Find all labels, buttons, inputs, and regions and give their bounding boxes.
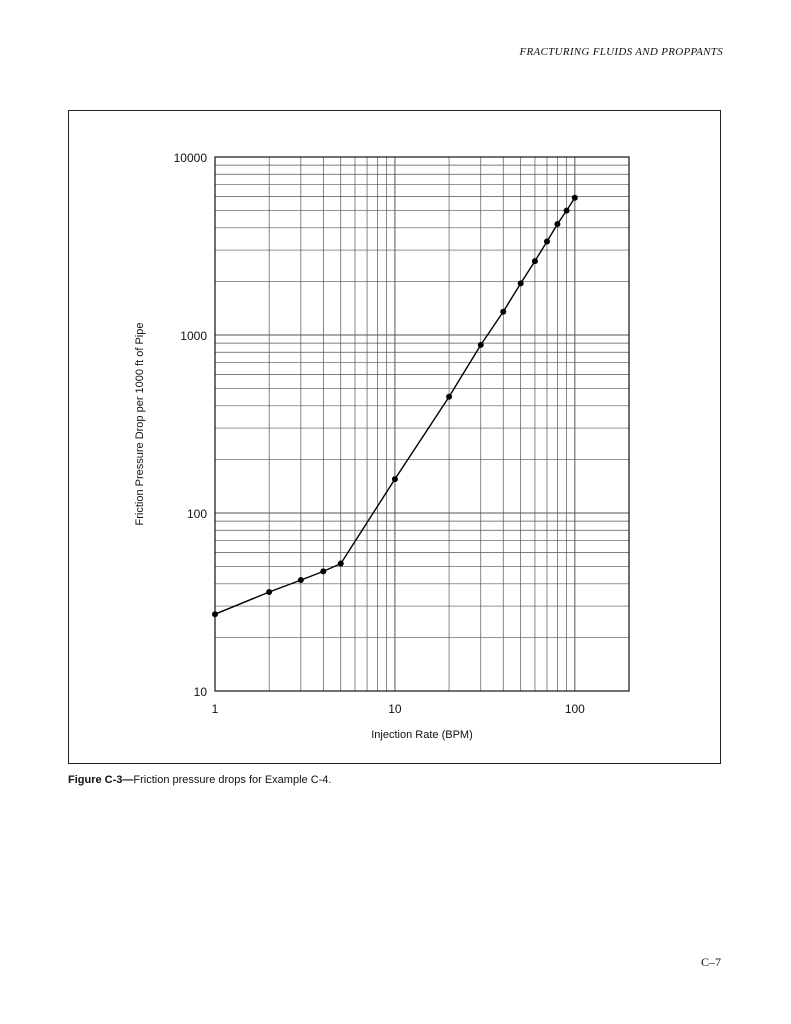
y-tick-label: 10000 xyxy=(173,151,207,165)
page-number: C–7 xyxy=(700,955,721,969)
x-tick-label: 1 xyxy=(211,702,219,716)
data-point xyxy=(320,568,326,574)
data-point xyxy=(392,476,398,482)
running-header: FRACTURING FLUIDS AND PROPPANTS xyxy=(519,46,723,58)
data-point xyxy=(212,611,218,617)
data-point xyxy=(500,309,506,315)
data-point xyxy=(532,258,538,264)
data-point xyxy=(446,394,452,400)
data-point xyxy=(338,561,344,567)
figure-caption-label: Figure C-3— xyxy=(68,774,134,786)
data-point xyxy=(518,280,524,286)
data-point xyxy=(544,239,550,245)
data-point xyxy=(564,208,570,214)
data-point xyxy=(266,589,272,595)
data-point xyxy=(478,342,484,348)
figure-caption-text: Friction pressure drops for Example C-4. xyxy=(133,774,332,786)
data-point xyxy=(572,195,578,201)
data-point xyxy=(298,577,304,583)
y-tick-label: 1000 xyxy=(180,329,207,343)
x-tick-label: 100 xyxy=(564,702,585,716)
figure-caption xyxy=(68,774,331,786)
y-axis-title: Friction Pressure Drop per 1000 ft of Pipe xyxy=(134,322,146,526)
x-tick-label: 10 xyxy=(388,702,402,716)
x-axis-title: Injection Rate (BPM) xyxy=(371,729,473,741)
data-point xyxy=(554,221,560,227)
y-tick-label: 10 xyxy=(193,685,207,699)
y-tick-label: 100 xyxy=(186,507,207,521)
